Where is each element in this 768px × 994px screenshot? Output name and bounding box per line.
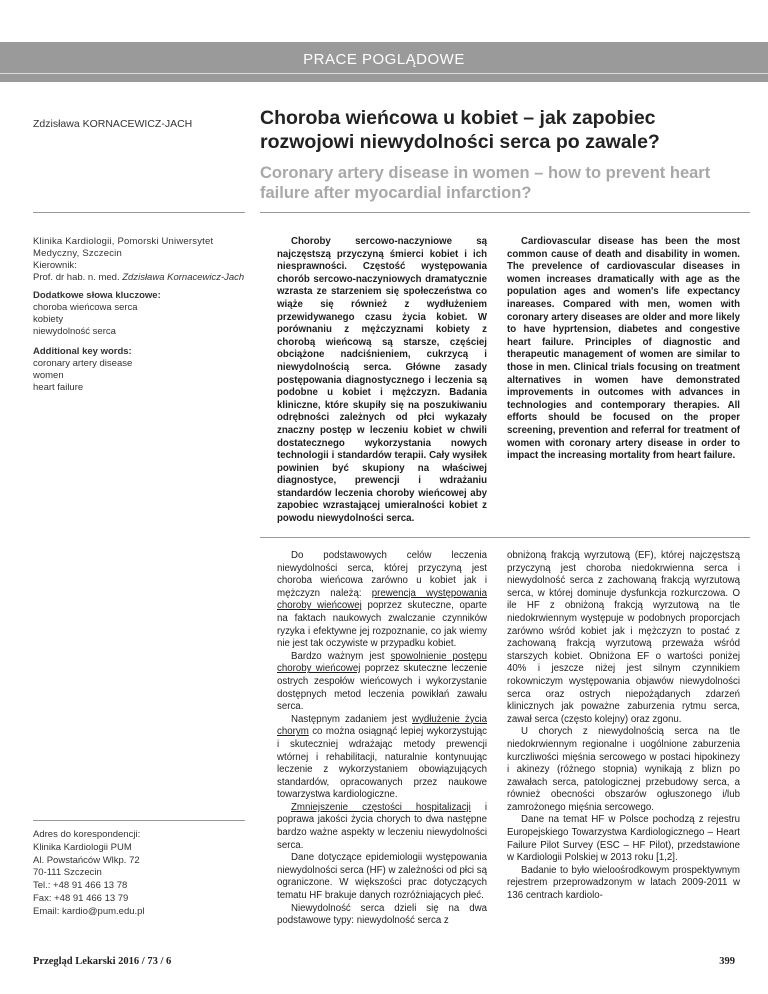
body-paragraph: obniżoną frakcją wyrzutową (EF), której najczęstszą przyczyną jest choroba niedokrwienna serca i niewydolność serca z zachowaną frakcją wyrzutową serca, w której dominuje dysfunkcja rozkurczowa. O ile HF z obniżoną frakcją wyrzutową na tle niedokrwiennym występuje w podobnych proporcjach zarówno wśród kobiet jak i mężczyzn to postać z zachowaną frakcją wyrzutową przeważa wśród starszych kobiet. Obniżona EF o wartości poniżej 40% i jeszcze niżej jest silnym czynnikiem rokowniczym występowania objawów niewydolności serca oraz ostrych niepożądanych zdarzeń klinicznych jak poważne zaburzenia rytmu serca, zawał serca (często kolejny) oraz zgonu. bbox=[507, 550, 740, 725]
emphasis: wydłużenie życia chorym bbox=[277, 713, 487, 738]
body-paragraph: Zmniejszenie częstości hospitalizacji i poprawa jakości życia chorych to dwa następne bardzo ważne aspekty w leczeniu niewydolności serca. bbox=[277, 801, 487, 851]
section-banner-title: PRACE POGLĄDOWE bbox=[303, 51, 465, 68]
keywords-pl bbox=[33, 290, 245, 338]
affiliation bbox=[33, 236, 245, 284]
journal-citation: Przegląd Lekarski 2016 / 73 / 6 bbox=[33, 956, 172, 967]
emphasis: Zmniejszenie częstości hospitalizacji bbox=[291, 801, 471, 813]
correspondence-line: Tel.: +48 91 466 13 78 bbox=[33, 880, 128, 892]
correspondence-line: Klinika Kardiologii PUM bbox=[33, 841, 132, 853]
department-head bbox=[33, 272, 245, 284]
head-name: Zdzisława Kornacewicz-Jach bbox=[122, 272, 245, 283]
keyword: heart failure bbox=[33, 382, 84, 393]
correspondence-line: 70-111 Szczecin bbox=[33, 867, 102, 879]
article-title-en: Coronary artery disease in women – how to prevent heart failure after myocardial infarction? bbox=[260, 164, 711, 202]
header-divider-main bbox=[260, 212, 750, 213]
body-paragraph: Do podstawowych celów leczenia niewydolności serca, której przyczyną jest choroba wieńcowa zarówno u kobiet jak i mężczyzn należą: prewencja występowania choroby wieńcowej poprzez skuteczne, oparte na faktach naukowych zwalczanie czynników ryzyka i efektywne jej rozpoznanie, co jak wiemy nie jest tak oczywiste w przypadku kobiet. bbox=[277, 550, 487, 650]
keywords-en-label: Additional key words: bbox=[33, 346, 132, 357]
body-paragraph: Dane dotyczące epidemiologii występowania niewydolności serca (HF) w zależności od płci są ograniczone. W większości prac dotyczących tematu HF brakuje danych rozróżniających płeć. bbox=[277, 852, 487, 902]
header-divider bbox=[33, 212, 245, 213]
correspondence bbox=[33, 829, 245, 919]
head-title: Prof. dr hab. n. med. bbox=[33, 272, 123, 283]
author-name: Zdzisława KORNACEWICZ-JACH bbox=[33, 118, 193, 130]
body-paragraph: Bardzo ważnym jest spowolnienie postępu choroby wieńcowej poprzez skuteczne leczenie ostrych zespołów wieńcowych i wykorzystanie dostępnych metod leczenia powikłań zawału serca. bbox=[277, 650, 487, 713]
keyword: kobiety bbox=[33, 314, 64, 325]
abstract-pl-text: Choroby sercowo-naczyniowe są najczęstszą przyczyną śmierci kobiet i ich niesprawności. Częstość występowania chorób sercowo-naczyniowych dramatycznie wzrasta ze starzeniem się społeczeństwa co wiąże się również z wydłużeniem przewidywanego czasu życia kobiet. W porównaniu z mężczyznami kobiety z chorobą wieńcową są starsze, częściej obciążone nadciśnieniem, cukrzycą i niewydolnością serca. Główne zasady postępowania diagnostycznego i leczenia są podobne u kobiet i mężczyzn. Badania kliniczne, które skupiły się na poszukiwaniu odrębności zależnych od płci wykazały znaczny postęp w leczeniu kobiet w chwili dostatecznego wykorzystania nowych technologii i standardów terapii. Cały wysiłek powinien być skupiony na właściwej diagnostyce, prewencji i wdrażaniu standardów leczenia choroby wieńcowej aby zapobiec wzrastającej umieralności kobiet z powodu niewydolności serca. bbox=[277, 236, 487, 525]
body-paragraph: U chorych z niewydolnością serca na tle niedokrwiennym regionalne i uogólnione zaburzenia kurczliwości mięśnia sercowego w postaci hipokinezy i akinezy (różnego stopnia) wynikają z blizn po zawałach serca, patologicznej przebudowy serca, a również obecności obszarów ogłuszonego i/lub zamrożonego mięśnia sercowego. bbox=[507, 726, 740, 813]
abstract-en bbox=[507, 236, 740, 463]
keyword: niewydolność serca bbox=[33, 326, 116, 337]
body-column-right bbox=[507, 550, 740, 903]
article-title-pl: Choroba wieńcowa u kobiet – jak zapobiec rozwojowi niewydolności serca po zawale? bbox=[260, 107, 660, 153]
body-paragraph: Dane na temat HF w Polsce pochodzą z rejestru Europejskiego Towarzystwa Kardiologicznego – Heart Failure Pilot Survey (ESC – HF Pilot), przedstawione w Kardiologii Polskiej w 2013 roku [1,2]. bbox=[507, 814, 740, 864]
correspondence-line: Al. Powstańców Wlkp. 72 bbox=[33, 854, 140, 866]
correspondence-divider bbox=[33, 820, 245, 821]
correspondence-line: Fax: +48 91 466 13 79 bbox=[33, 892, 129, 904]
keyword: choroba wieńcowa serca bbox=[33, 302, 138, 313]
body-paragraph: Badanie to było wieloośrodkowym prospektywnym rejestrem przeprowadzonym w latach 2009-2011 w 136 centrach kardiolo- bbox=[507, 864, 740, 902]
body-column-left bbox=[277, 550, 487, 928]
banner-divider bbox=[0, 73, 768, 74]
keywords-en bbox=[33, 346, 245, 394]
abstract-divider bbox=[260, 537, 750, 538]
keyword: coronary artery disease bbox=[33, 358, 133, 369]
page-number: 399 bbox=[719, 956, 735, 967]
affiliation-line: Klinika Kardiologii, Pomorski Uniwersytet Medyczny, Szczecin bbox=[33, 236, 214, 259]
emphasis: spowolnienie postępu choroby wieńcowej bbox=[277, 650, 487, 675]
keyword: women bbox=[33, 370, 64, 381]
affiliation-line: Kierownik: bbox=[33, 260, 77, 271]
abstract-pl bbox=[277, 236, 487, 526]
body-paragraph: Niewydolność serca dzieli się na dwa podstawowe typy: niewydolność serca z bbox=[277, 902, 487, 927]
body-paragraph: Następnym zadaniem jest wydłużenie życia chorym co można osiągnąć lepiej wykorzystując i skuteczniej wdrażając metody prewencji wtórnej i rehabilitacji, naturalnie kontynuując leczenie z wykorzystaniem obowiązujących standardów, opracowanych przez naukowe towarzystwa kardiologiczne. bbox=[277, 713, 487, 801]
keywords-pl-label: Dodatkowe słowa kluczowe: bbox=[33, 290, 161, 301]
correspondence-line: Adres do korespondencji: bbox=[33, 829, 141, 840]
correspondence-line: Email: kardio@pum.edu.pl bbox=[33, 905, 145, 917]
section-banner bbox=[0, 42, 768, 82]
abstract-en-text: Cardiovascular disease has been the most common cause of death and disability in women. The prevelence of cardiovascular diseases in women increases dramatically with age as the population ages and women's life expectancy inareases. Compared with men, women with coronary artery diseases are older and more likely to have hyprtension, diabetes and congestive heart failure. Principles of diagnostic and therapeutic management of women are similar to those in men. Clinical trials focusing on treatment alternatives in women have demonstrated improvements in outcomes with advances in technologies and contemporary therapies. All efforts should be focused on the proper screening, prevention and referral for treatment of women with coronary artery disease in order to impact the increasing mortality from heart failure. bbox=[507, 236, 740, 462]
emphasis: prewencja występowania choroby wieńcowej bbox=[277, 587, 487, 612]
